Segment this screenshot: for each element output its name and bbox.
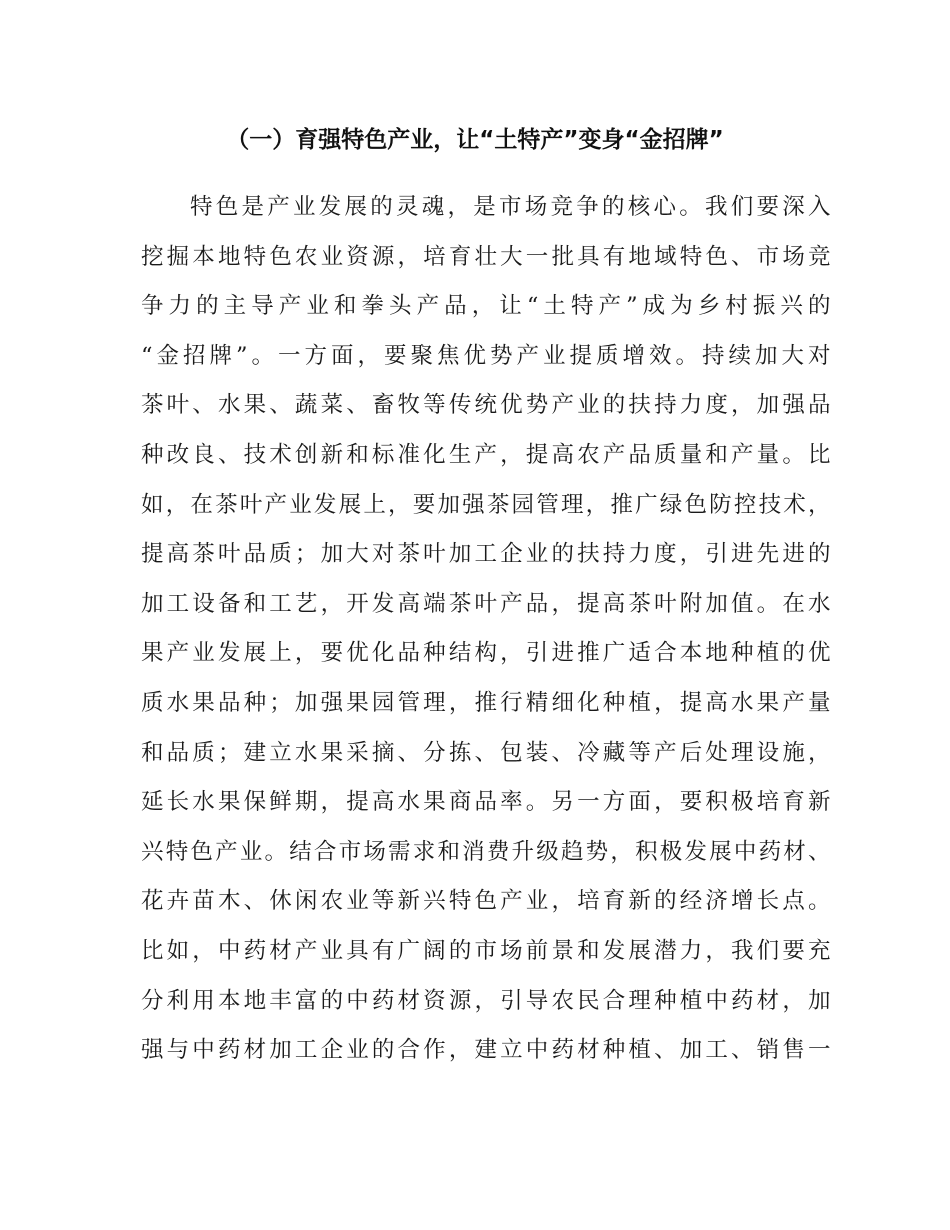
paragraph-line: “金招牌”。一方面，要聚焦优势产业提质增效。持续加大对 xyxy=(141,342,831,369)
body-paragraph xyxy=(141,183,831,1076)
paragraph-line: 质水果品种；加强果园管理，推行精细化种植，提高水果产量 xyxy=(141,689,831,716)
paragraph-line: 如，在茶叶产业发展上，要加强茶园管理，推广绿色防控技术， xyxy=(141,491,831,518)
paragraph-line: 果产业发展上，要优化品种结构，引进推广适合本地种植的优 xyxy=(141,640,831,667)
paragraph-line: 加工设备和工艺，开发高端茶叶产品，提高茶叶附加值。在水 xyxy=(141,590,831,617)
paragraph-line: 延长水果保鲜期，提高水果商品率。另一方面，要积极培育新 xyxy=(141,789,831,816)
paragraph-line: 挖掘本地特色农业资源，培育壮大一批具有地域特色、市场竞 xyxy=(141,243,831,270)
paragraph-line: 争力的主导产业和拳头产品，让“土特产”成为乡村振兴的 xyxy=(141,293,831,320)
paragraph-line: 比如，中药材产业具有广阔的市场前景和发展潜力，我们要充 xyxy=(141,937,831,964)
paragraph-line: 花卉苗木、休闲农业等新兴特色产业，培育新的经济增长点。 xyxy=(141,888,831,915)
paragraph-line: 提高茶叶品质；加大对茶叶加工企业的扶持力度，引进先进的 xyxy=(141,541,831,568)
paragraph-line: 兴特色产业。结合市场需求和消费升级趋势，积极发展中药材、 xyxy=(141,838,831,865)
section-heading: （一）育强特色产业，让“土特产”变身“金招牌” xyxy=(226,127,724,153)
paragraph-line: 和品质；建立水果采摘、分拣、包装、冷藏等产后处理设施， xyxy=(141,739,831,766)
paragraph-line: 分利用本地丰富的中药材资源，引导农民合理种植中药材，加 xyxy=(141,987,831,1014)
paragraph-line: 茶叶、水果、蔬菜、畜牧等传统优势产业的扶持力度，加强品 xyxy=(141,392,831,419)
paragraph-line: 种改良、技术创新和标准化生产，提高农产品质量和产量。比 xyxy=(141,441,831,468)
paragraph-line: 特色是产业发展的灵魂，是市场竞争的核心。我们要深入 xyxy=(190,194,831,220)
paragraph-line: 强与中药材加工企业的合作，建立中药材种植、加工、销售一 xyxy=(141,1037,831,1064)
